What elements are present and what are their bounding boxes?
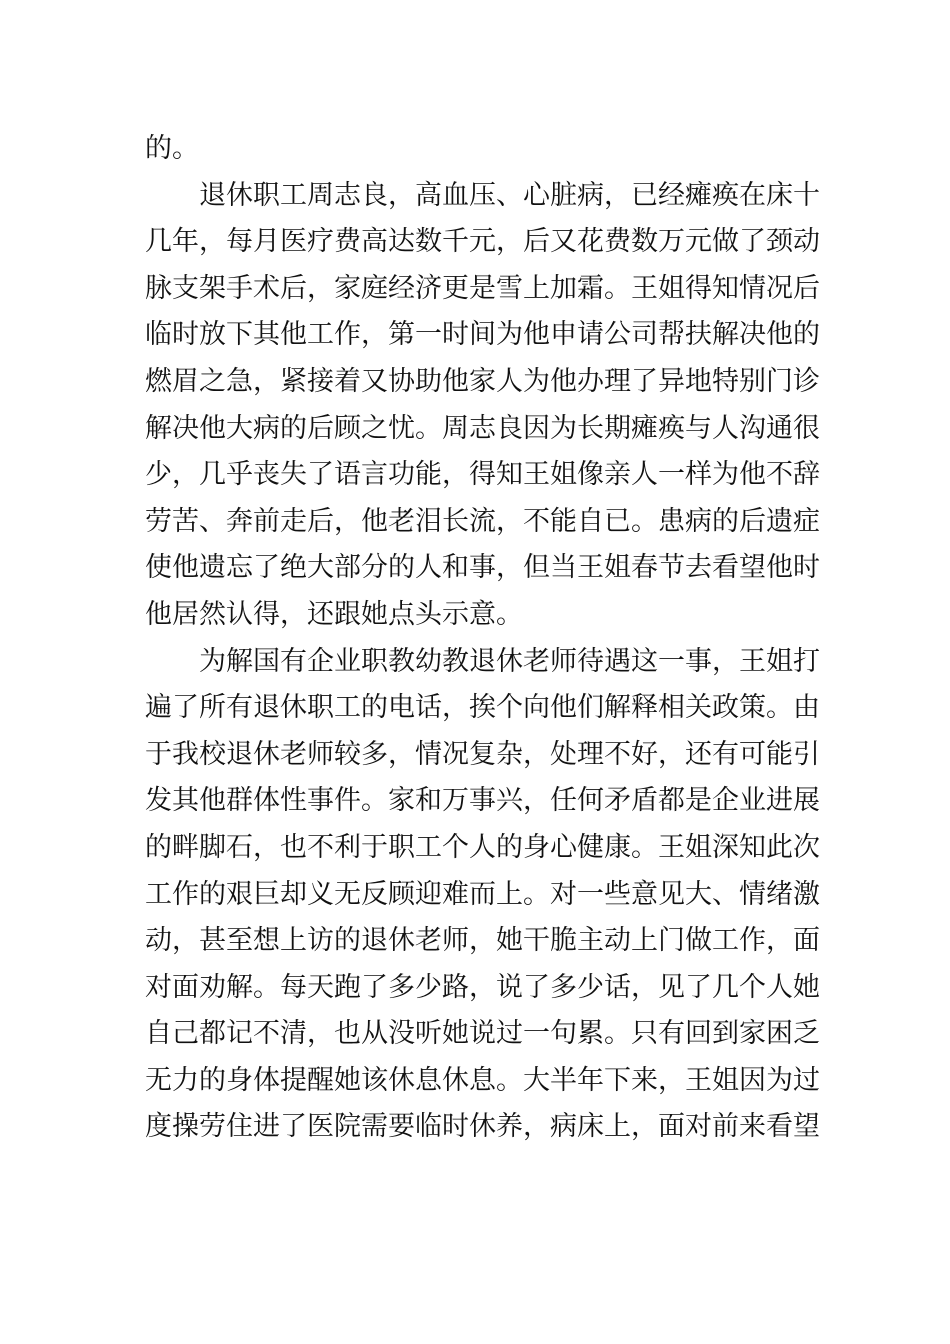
paragraph-start-line: 为解国有企业职教幼教退休老师待遇这一事，王姐打 bbox=[199, 645, 820, 677]
text-line: 工作的艰巨却义无反顾迎难而上。对一些意见大、情绪激 bbox=[145, 878, 820, 910]
text-line: 临时放下其他工作，第一时间为他申请公司帮扶解决他的 bbox=[145, 319, 820, 351]
text-line: 的畔脚石，也不利于职工个人的身心健康。王姐深知此次 bbox=[145, 831, 820, 863]
text-line: 于我校退休老师较多，情况复杂，处理不好，还有可能引 bbox=[145, 738, 820, 770]
text-line: 几年，每月医疗费高达数千元，后又花费数万元做了颈动 bbox=[145, 226, 820, 258]
paragraph-start-line: 退休职工周志良，高血压、心脏病，已经瘫痪在床十 bbox=[199, 179, 820, 211]
text-line: 无力的身体提醒她该休息休息。大半年下来，王姐因为过 bbox=[145, 1064, 820, 1096]
text-line: 对面劝解。每天跑了多少路，说了多少话，见了几个人她 bbox=[145, 971, 820, 1003]
text-line: 脉支架手术后，家庭经济更是雪上加霜。王姐得知情况后 bbox=[145, 272, 820, 304]
text-line: 解决他大病的后顾之忧。周志良因为长期瘫痪与人沟通很 bbox=[145, 412, 820, 444]
text-line: 劳苦、奔前走后，他老泪长流，不能自已。患病的后遗症 bbox=[145, 505, 820, 537]
text-line: 遍了所有退休职工的电话，挨个向他们解释相关政策。由 bbox=[145, 692, 820, 724]
text-line: 动，甚至想上访的退休老师，她干脆主动上门做工作，面 bbox=[145, 925, 820, 957]
body-text bbox=[145, 126, 820, 1151]
text-line: 发其他群体性事件。家和万事兴，任何矛盾都是企业进展 bbox=[145, 785, 820, 817]
text-line: 他居然认得，还跟她点头示意。 bbox=[145, 598, 523, 630]
text-line: 燃眉之急，紧接着又协助他家人为他办理了异地特别门诊 bbox=[145, 365, 820, 397]
text-line: 使他遗忘了绝大部分的人和事，但当王姐春节去看望他时 bbox=[145, 552, 820, 584]
text-line: 自己都记不清，也从没听她说过一句累。只有回到家困乏 bbox=[145, 1018, 820, 1050]
text-line: 的。 bbox=[145, 133, 199, 164]
text-line: 度操劳住进了医院需要临时休养，病床上，面对前来看望 bbox=[145, 1111, 820, 1143]
text-line: 少，几乎丧失了语言功能，得知王姐像亲人一样为他不辞 bbox=[145, 459, 820, 491]
